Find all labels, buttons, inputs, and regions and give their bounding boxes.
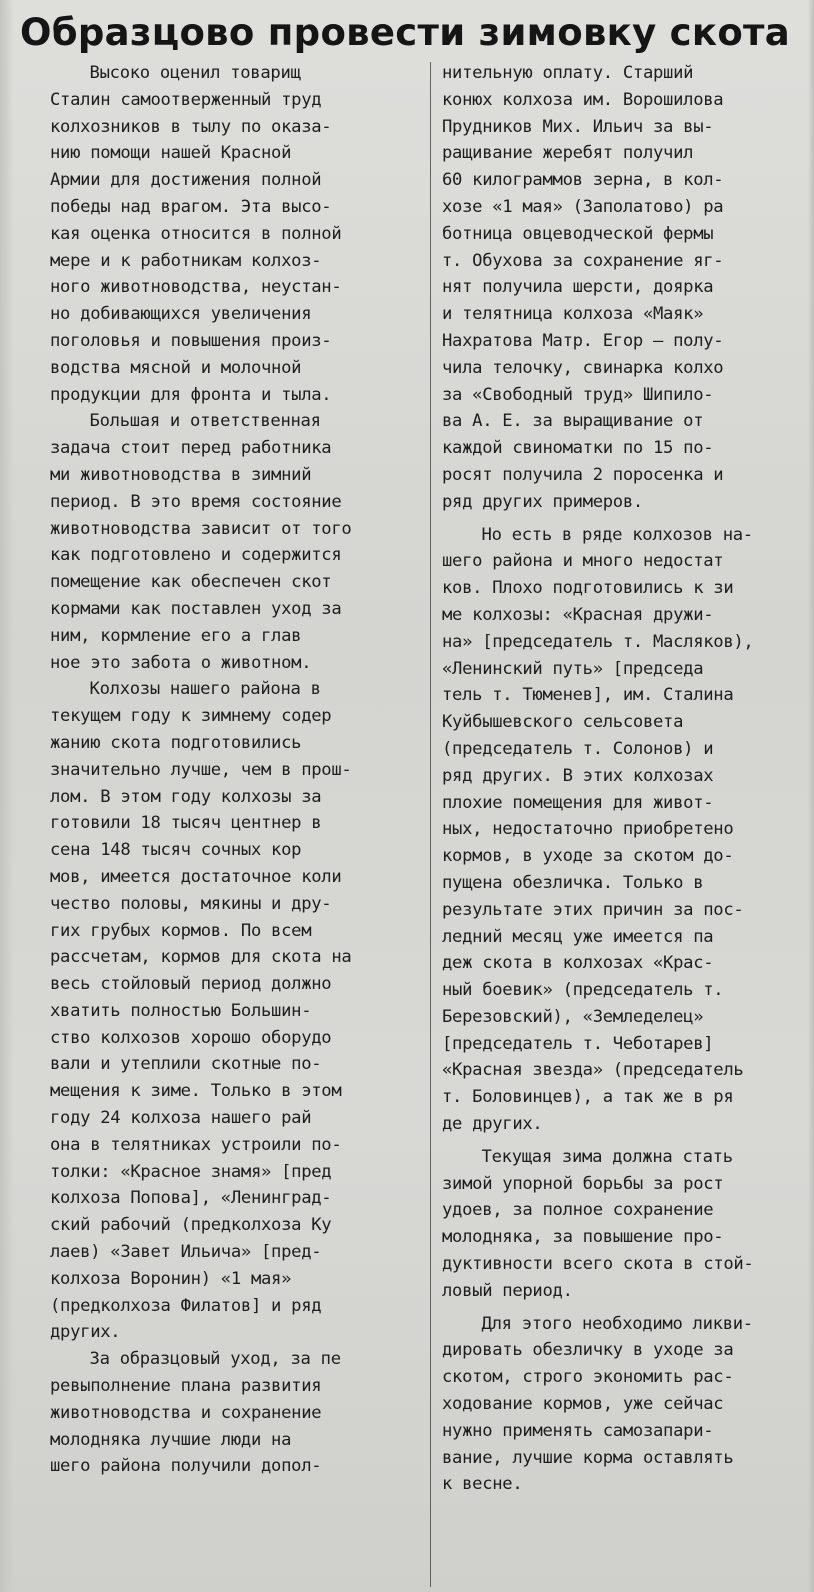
- text-line: Армии для достижения полной: [50, 170, 322, 191]
- text-line: (председатель т. Солонов) и: [442, 738, 714, 759]
- text-line: ним, кормление его а глав: [50, 625, 302, 646]
- column-divider: [430, 62, 431, 1587]
- text-line: колхоза Воронин) «1 мая»: [50, 1268, 292, 1289]
- text-line: помещение как обеспечен скот: [50, 572, 332, 593]
- text-line: период. В это время состояние: [50, 491, 342, 512]
- text-line: Сталин самоотверженный труд: [50, 89, 322, 110]
- text-line: (предколхоза Филатов] и ряд: [50, 1295, 322, 1316]
- text-line: т. Боловинцев), а так же в ря: [442, 1087, 734, 1108]
- text-line: ный боевик» (председатель т.: [442, 980, 724, 1001]
- text-line: как подготовлено и содержится: [50, 545, 342, 566]
- text-line: плохие помещения для живот-: [442, 792, 714, 813]
- text-line: ботница овцеводческой фермы: [442, 223, 714, 244]
- text-line: Колхозы нашего района в: [89, 679, 321, 700]
- text-line: продукции для фронта и тыла.: [50, 384, 332, 405]
- text-line: «Ленинский путь» [предсeда: [442, 658, 704, 679]
- text-line: животноводства и сохранение: [50, 1402, 322, 1423]
- text-line: дировать обезличку в уходе за: [442, 1340, 734, 1361]
- text-line: Прудников Мих. Ильич за вы-: [442, 116, 714, 137]
- text-line: готовили 18 тысяч центнер в: [50, 813, 322, 834]
- text-line: «Красная звезда» (председатель: [442, 1060, 744, 1081]
- text-line: гих грубых кормов. По всем: [50, 920, 312, 941]
- text-line: нию помощи нашей Красной: [50, 143, 292, 164]
- text-line: Куйбышевского сельсовета: [442, 712, 684, 733]
- text-line: животноводства зависит от того: [50, 518, 352, 539]
- text-line: Высоко оценил товарищ: [89, 63, 301, 83]
- text-line: нят получила шерсти, доярка: [442, 277, 714, 298]
- text-line: хватить полностью Большин-: [50, 1000, 312, 1021]
- text-line: ледний месяц уже имеется па: [442, 926, 714, 947]
- text-line: нужно применять самозапари-: [442, 1420, 714, 1441]
- text-line: нительную оплату. Старший: [442, 63, 694, 83]
- text-line: каждой свиноматки по 15 по-: [442, 438, 714, 459]
- page-edge-left: [0, 0, 14, 1592]
- text-line: ловый период.: [442, 1280, 573, 1301]
- text-line: ряд других примеров.: [442, 491, 643, 512]
- text-line: 60 килограммов зерна, в кол-: [442, 170, 724, 191]
- text-line: Текущая зима должна стать: [481, 1146, 733, 1167]
- text-line: мещения к зиме. Только в этом: [50, 1081, 342, 1102]
- text-line: рассчетам, кормов для скота на: [50, 947, 352, 968]
- text-line: году 24 колхоза нашего рай: [50, 1108, 312, 1129]
- text-line: кормов, в уходе за скотом до-: [442, 846, 734, 867]
- text-line: жанию скота подготовились: [50, 732, 302, 753]
- article-headline: Образцово провести зимовку скота: [20, 11, 791, 54]
- text-line: ного животноводства, неустан-: [50, 277, 342, 298]
- text-line: сена 148 тысяч сочных кор: [50, 840, 302, 861]
- text-line: лаев) «Завет Ильича» [пред-: [50, 1242, 322, 1263]
- text-line: лом. В этом году колхозы за: [50, 786, 322, 807]
- text-line: [председатель т. Чеботарев]: [442, 1033, 714, 1054]
- text-line: вание, лучшие корма оставлять: [442, 1447, 734, 1468]
- text-line: пущена обезличка. Только в: [442, 872, 704, 893]
- text-line: к весне.: [442, 1474, 523, 1495]
- text-line: конюх колхоза им. Ворошилова: [442, 89, 724, 110]
- text-line: ми животноводства в зимний: [50, 464, 312, 485]
- text-line: Но есть в ряде колхозов на-: [481, 524, 753, 545]
- text-line: скотом, строго экономить рас-: [442, 1367, 734, 1388]
- text-line: ряд других. В этих колхозах: [442, 765, 714, 786]
- text-line: на» [председатель т. Масляков),: [442, 631, 754, 652]
- text-line: результате этих причин за пос-: [442, 899, 744, 920]
- text-line: ков. Плохо подготовились к зи: [442, 578, 734, 599]
- text-line: ходование кормов, уже сейчас: [442, 1394, 724, 1415]
- text-line: За образцовый уход, за пе: [89, 1349, 341, 1370]
- article-column-left: [50, 60, 418, 1480]
- text-line: за «Свободный труд» Шипило-: [442, 384, 714, 405]
- text-line: удоев, за полное сохранение: [442, 1200, 714, 1221]
- text-line: ство колхозов хорошо оборудо: [50, 1027, 332, 1048]
- text-line: молодняка, за повышение про-: [442, 1227, 724, 1248]
- text-line: росят получила 2 поросенка и: [442, 464, 724, 485]
- text-line: мов, имеется достаточное коли: [50, 866, 342, 887]
- text-line: колхозников в тылу по оказа-: [50, 116, 332, 137]
- text-line: зимой упорной борьбы за рост: [442, 1173, 724, 1194]
- text-line: ский рабочий (предколхоза Ку: [50, 1215, 332, 1236]
- text-line: поголовья и повышения произ-: [50, 330, 332, 351]
- text-line: хозе «1 мая» (Заполатово) ра: [442, 196, 724, 217]
- text-line: но добивающихся увеличения: [50, 304, 312, 325]
- text-line: чила телочку, свинарка колхо: [442, 357, 724, 378]
- text-line: толки: «Красное знамя» [пред: [50, 1161, 332, 1182]
- text-line: вали и утеплили скотные по-: [50, 1054, 322, 1075]
- text-line: дуктивности всего скота в стой-: [442, 1254, 754, 1275]
- text-line: колхоза Попова], «Ленинград-: [50, 1188, 332, 1209]
- text-line: чество половы, мякины и дру-: [50, 893, 332, 914]
- text-line: кормами как поставлен уход за: [50, 598, 342, 619]
- text-line: она в телятниках устроили по-: [50, 1134, 342, 1155]
- text-line: т. Обухова за сохранение яг-: [442, 250, 724, 271]
- text-line: других.: [50, 1322, 121, 1343]
- text-line: Березовский), «Земледелец»: [442, 1006, 704, 1027]
- article-column-right: [442, 60, 808, 1498]
- text-line: Для этого необходимо ликви-: [481, 1313, 753, 1334]
- text-line: задача стоит перед работника: [50, 438, 332, 459]
- page-edge-right: [808, 0, 814, 1592]
- text-line: деж скота в колхозах «Крас-: [442, 953, 714, 974]
- text-line: победы над врагом. Эта высо-: [50, 196, 332, 217]
- text-line: тель т. Тюменев], им. Сталина: [442, 685, 734, 706]
- text-line: и телятница колхоза «Маяк»: [442, 304, 704, 325]
- text-line: Большая и ответственная: [89, 411, 321, 432]
- text-line: мере и к работникам колхоз-: [50, 250, 322, 271]
- text-line: кая оценка относится в полной: [50, 223, 342, 244]
- text-line: ных, недостаточно приобретено: [442, 819, 734, 840]
- text-line: ревыполнение плана развития: [50, 1376, 322, 1397]
- text-line: весь стойловый период должно: [50, 974, 332, 995]
- text-line: Нахратова Матр. Егор — полу-: [442, 330, 724, 351]
- text-line: ме колхозы: «Красная дружи-: [442, 604, 714, 625]
- text-line: значительно лучше, чем в прош-: [50, 759, 352, 780]
- text-line: де других.: [442, 1114, 543, 1135]
- text-line: шего района получили допол-: [50, 1456, 322, 1477]
- text-line: молодняка лучшие люди на: [50, 1429, 292, 1450]
- text-line: ное это забота о животном.: [50, 652, 312, 673]
- text-line: текущем году к зимнему содер: [50, 706, 332, 727]
- text-line: ращивание жеребят получил: [442, 143, 694, 164]
- text-line: водства мясной и молочной: [50, 357, 302, 378]
- text-line: шего района и много недостат: [442, 551, 724, 572]
- text-line: ва А. Е. за выращивание от: [442, 411, 704, 432]
